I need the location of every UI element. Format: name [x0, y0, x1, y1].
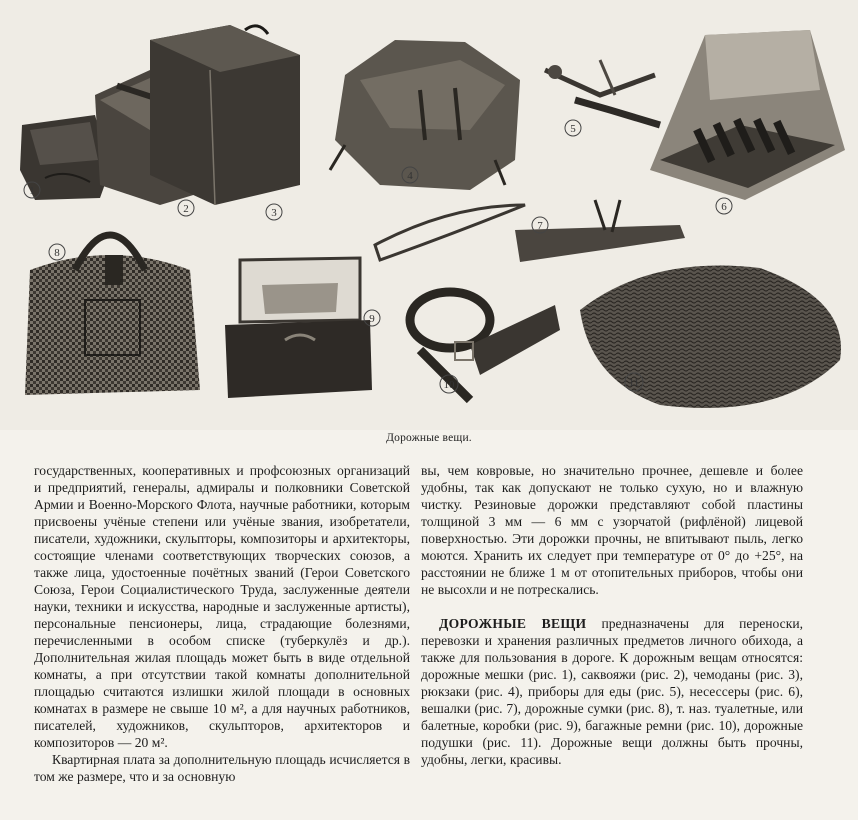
label-3: 3 — [271, 207, 277, 219]
label-8: 8 — [54, 247, 60, 259]
label-7: 7 — [537, 220, 543, 232]
suitcase-drawing — [150, 25, 300, 205]
paragraph-gap — [421, 598, 803, 615]
article-heading-term: ДОРОЖНЫЕ ВЕЩИ — [439, 616, 587, 631]
label-5: 5 — [570, 123, 576, 135]
left-column — [34, 462, 410, 785]
vanity-box-drawing — [225, 258, 372, 398]
label-1: 1 — [29, 185, 35, 197]
label-6: 6 — [721, 201, 727, 213]
right-column — [421, 462, 803, 768]
label-11: 11 — [628, 377, 640, 389]
label-9: 9 — [369, 313, 375, 325]
label-4: 4 — [407, 170, 413, 182]
label-10: 10 — [443, 379, 455, 391]
label-2: 2 — [183, 203, 189, 215]
article-travel-items — [421, 615, 803, 768]
right-paragraph-1: вы, чем ковровые, но значительно прочнее, дешевле и более удобны, так как допускают не только сухую, но и влажную чистку. Резиновые дорожки представляют собой пластины толщиной 3 мм — 6 мм с узорчатой (рифлёной) лицевой поверхностью. Эти дорожки прочны, не впитывают пыль, легко моются. Хранить их следует при температуре от 0° до +25°, на расстоянии не ближе 1 м от отопительных приборов, чтобы они не высохли и не потрескались. — [421, 463, 803, 597]
left-paragraph-2: Квартирная плата за дополнительную площадь исчисляется в том же размере, что и за основную — [34, 752, 410, 784]
article-body: предназначены для переноски, перевозки и хранения различных предметов личного обихода, а также для пользования в дороге. К дорожным вещам относятся: дорожные мешки (рис. 1), саквояжи (рис. 2), чемоданы (рис. 3), рюкзаки (рис. 4), приборы для еды (рис. 5), несессеры (рис. 6), вешалки (рис. 7), дорожные сумки (рис. 8), т. наз. туалетные, или балетные, коробки (рис. 9), багажные ремни (рис. 10), дорожные подушки (рис. 11). Дорожные вещи должны быть прочны, удобны, легки, красивы. — [421, 616, 803, 767]
figure-caption: Дорожные вещи. — [386, 432, 472, 444]
left-paragraph-1: государственных, кооперативных и профсоюзных организаций и предприятий, генералы, адмиралы и полковники Советской Армии и Военно-Морского Флота, научные работники, которым присвоены учёные степени или учёные звания, изобретатели, писатели, художники, скульпторы, композиторы и архитекторы, состоящие членами соответствующих творческих союзов, а также лица, удостоенные почётных званий (Герои Советского Союза, Герои Социалистического Труда, заслуженные деятели науки, техники и искусства, народные и заслуженные артисты), персональные пенсионеры, лица, страдающие болезнями, перечисленными в особом списке (туберкулёз и др.). Дополнительная жилая площадь может быть в виде отдельной комнаты, а при отсутствии такой комнаты дополнительной площадью считаются излишки жилой площади в основных комнатах в размере не свыше 10 м², а для научных работников, писателей, художников, скульпторов, архитекторов и композиторов — 20 м². — [34, 463, 410, 750]
